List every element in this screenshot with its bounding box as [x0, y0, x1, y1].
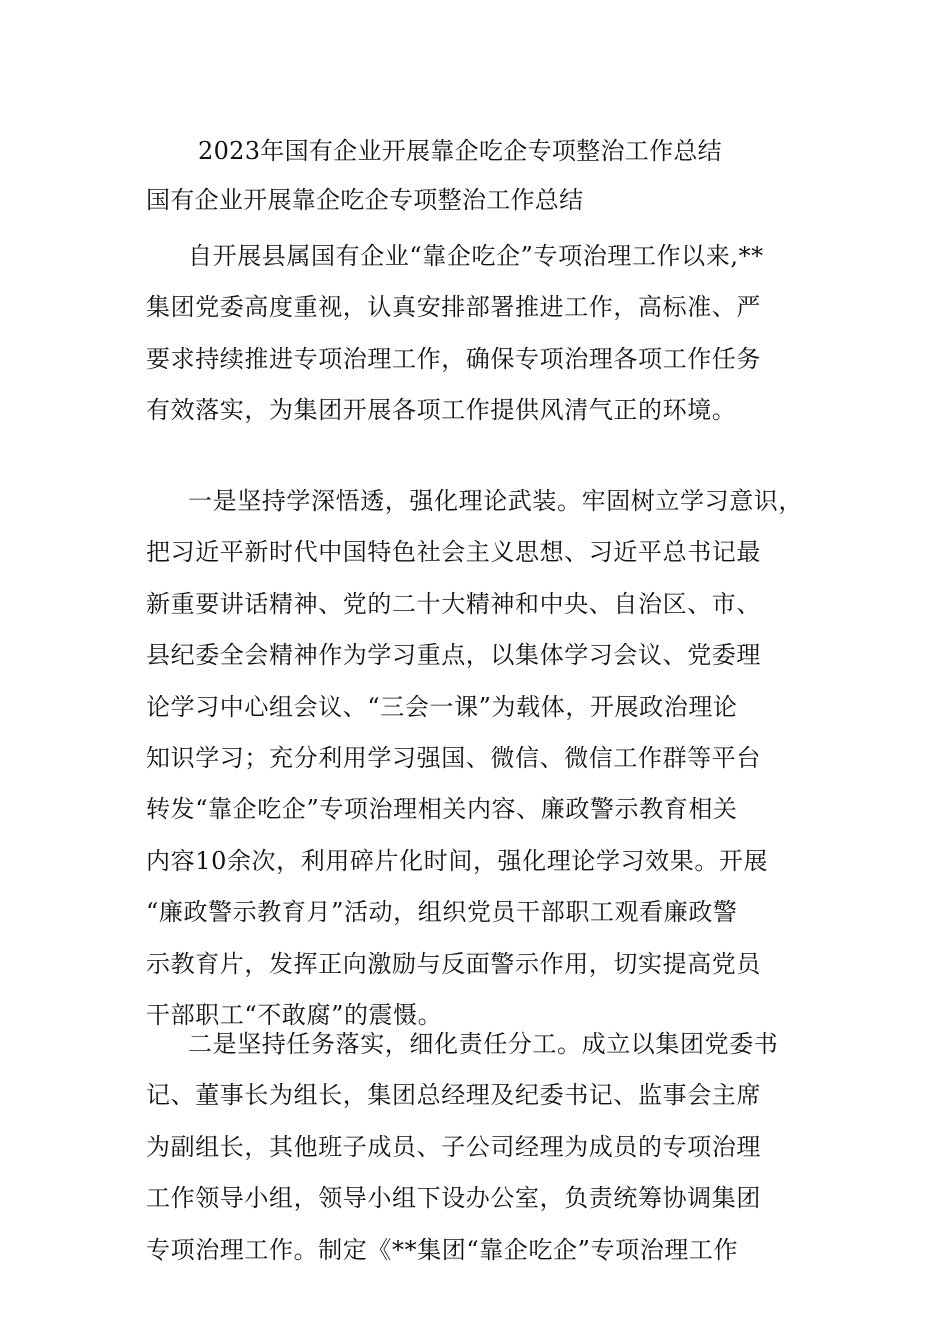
- paragraph-line: 集团党委高度重视，认真安排部署推进工作，高标准、严: [146, 293, 761, 322]
- paragraph-line: 县纪委全会精神作为学习重点，以集体学习会议、党委理: [146, 641, 761, 670]
- paragraph-line: 新重要讲话精神、党的二十大精神和中央、自治区、市、: [146, 589, 761, 618]
- paragraph-task-implementation: [146, 1019, 812, 1276]
- document-title: 2023年国有企业开展靠企吃企专项整治工作总结: [198, 137, 722, 165]
- paragraph-line: 把习近平新时代中国特色社会主义思想、习近平总书记最: [146, 538, 761, 567]
- paragraph-line: 示教育片，发挥正向激励与反面警示作用，切实提高党员: [146, 949, 761, 978]
- paragraph-line: 自开展县属国有企业“靠企吃企”专项治理工作以来,**: [188, 242, 764, 270]
- paragraph-line: 工作领导小组，领导小组下设办公室，负责统筹协调集团: [146, 1184, 761, 1213]
- paragraph-line: 知识学习；充分利用学习强国、微信、微信工作群等平台: [146, 743, 761, 772]
- paragraph-line: 有效落实，为集团开展各项工作提供风清气正的环境。: [146, 396, 737, 425]
- paragraph-line: 一是坚持学深悟透，强化理论武装。牢固树立学习意识，: [188, 487, 803, 515]
- paragraph-line: 论学习中心组会议、“三会一课”为载体，开展政治理论: [146, 692, 738, 721]
- paragraph-intro: [146, 231, 812, 437]
- paragraph-line: 内容10余次，利用碎片化时间，强化理论学习效果。开展: [146, 846, 769, 875]
- paragraph-line: 记、董事长为组长，集团总经理及纪委书记、监事会主席: [146, 1081, 761, 1110]
- paragraph-line: 为副组长，其他班子成员、子公司经理为成员的专项治理: [146, 1132, 761, 1161]
- paragraph-line: 二是坚持任务落实，细化责任分工。成立以集团党委书: [188, 1030, 779, 1058]
- paragraph-line: 专项治理工作。制定《**集团“靠企吃企”专项治理工作: [146, 1235, 739, 1264]
- paragraph-line: “廉政警示教育月”活动，组织党员干部职工观看廉政警: [146, 898, 738, 927]
- paragraph-line: 转发“靠企吃企”专项治理相关内容、廉政警示教育相关: [146, 795, 738, 824]
- paragraph-line: 干部职工“不敢腐”的震慑。: [146, 1000, 443, 1029]
- paragraph-theory-study: [146, 476, 812, 1041]
- document-subtitle: 国有企业开展靠企吃企专项整治工作总结: [146, 186, 584, 214]
- paragraph-line: 要求持续推进专项治理工作，确保专项治理各项工作任务: [146, 344, 761, 373]
